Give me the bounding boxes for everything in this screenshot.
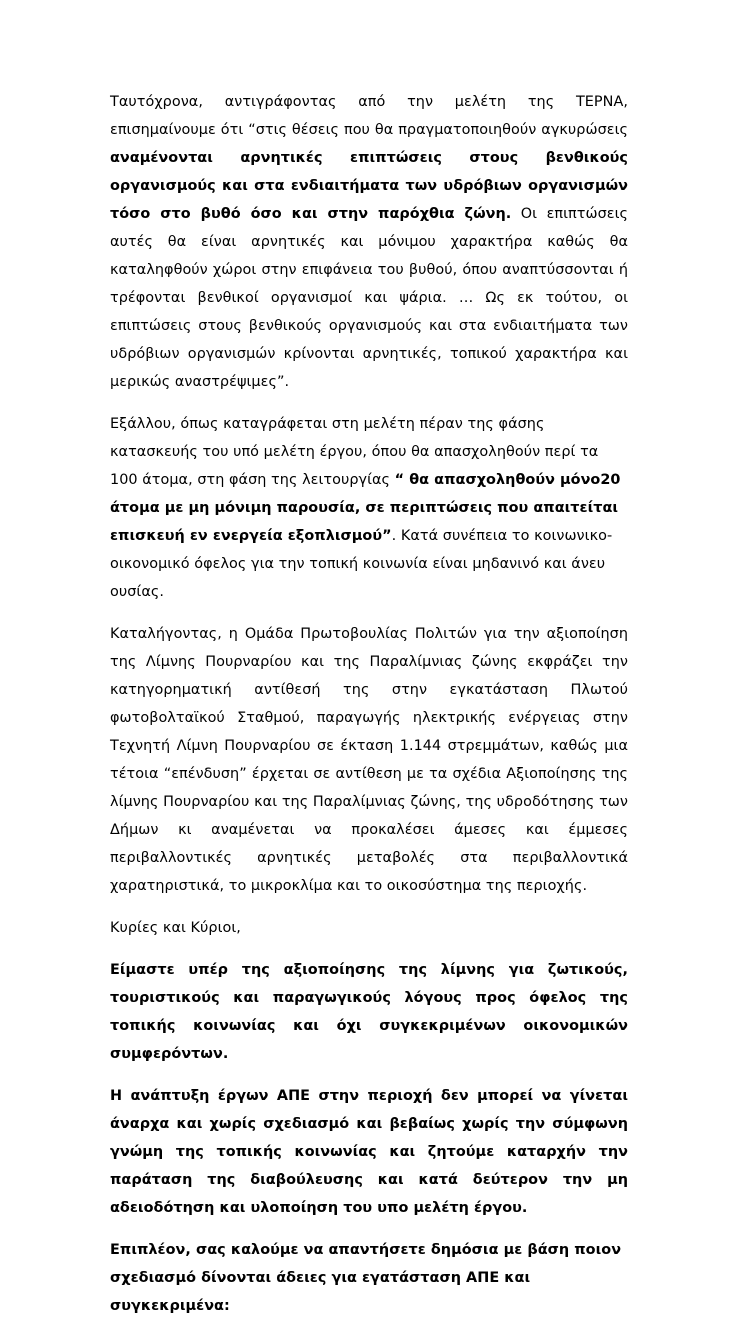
document-body — [110, 88, 628, 1334]
text-run: Οι επιπτώσεις αυτές θα είναι αρνητικές και μόνιμου χαρακτήρα καθώς θα καταληφθούν χώροι στην επιφάνεια του βυθού, όπου αναπτύσσονται ή τρέφονται βενθικοί οργανισμοί και ψάρια. … Ως εκ τούτου, οι επιπτώσεις στους βενθικούς οργανισμούς και στα ενδιαιτήματα των υδρόβιων οργανισμών κρίνονται αρνητικές, τοπικού χαρακτήρα και μερικώς αναστρέψιμες”. — [110, 206, 629, 390]
emphasis-run: Είμαστε υπέρ της αξιοποίησης της λίμνης για ζωτικούς, τουριστικούς και παραγωγικούς λόγους προς όφελος της τοπικής κοινωνίας και όχι συγκεκριμένων οικονομικών συμφερόντων. — [110, 962, 628, 1062]
paragraph-p2 — [110, 410, 628, 606]
text-run: Κυρίες και Κύριοι, — [110, 920, 241, 936]
text-run: Εξάλλου, όπως καταγράφεται στη μελέτη πέραν της φάσης κατασκευής του υπό μελέτη έργου, όπου θα απασχοληθούν περί τα 100 άτομα, στη φάση της λειτουργίας — [110, 416, 599, 488]
paragraph-p5 — [110, 956, 628, 1068]
paragraph-p7 — [110, 1236, 628, 1320]
text-run: Ταυτόχρονα, αντιγράφοντας από την μελέτη της ΤΕΡΝΑ, επισημαίνουμε ότι “στις θέσεις που θα πραγματοποιηθούν αγκυρώσεις — [110, 94, 628, 138]
emphasis-run: “ θα απασχοληθούν μόνο20 άτομα με μη μόνιμη παρουσία, σε περιπτώσεις που απαιτείται επισκευή εν ενεργεία εξοπλισμού” — [110, 472, 621, 544]
emphasis-run: Η ανάπτυξη έργων ΑΠΕ στην περιοχή δεν μπορεί να γίνεται άναρχα και χωρίς σχεδιασμό και βεβαίως χωρίς την σύμφωνη γνώμη της τοπικής κοινωνίας και ζητούμε καταρχήν την παράταση της διαβούλευσης και κατά δεύτερον την μη αδειοδότηση και υλοποίηση του υπο μελέτη έργου. — [110, 1088, 628, 1216]
text-run: . Κατά συνέπεια το κοινωνικο-οικονομικό όφελος για την τοπική κοινωνία είναι μηδανινό και άνευ ουσίας. — [110, 528, 613, 600]
emphasis-run: Επιπλέον, σας καλούμε να απαντήσετε δημόσια με βάση ποιον σχεδιασμό δίνονται άδειες για εγατάσταση ΑΠΕ και συγκεκριμένα: — [110, 1242, 622, 1314]
paragraph-p6 — [110, 1082, 628, 1222]
paragraph-p1 — [110, 88, 628, 396]
emphasis-run: αναμένονται αρνητικές επιπτώσεις στους βενθικούς οργανισμούς και στα ενδιαιτήματα των υδρόβιων οργανισμών τόσο στο βυθό όσο και στην παρόχθια ζώνη. — [110, 150, 628, 222]
paragraph-p3 — [110, 620, 628, 900]
text-run: Καταλήγοντας, η Ομάδα Πρωτοβουλίας Πολιτών για την αξιοποίηση της Λίμνης Πουρναρίου και της Παραλίμνιας ζώνης εκφράζει την κατηγορηματική αντίθεσή της στην εγκατάσταση Πλωτού φωτοβολταϊκού Σταθμού, παραγωγής ηλεκτρικής ενέργειας στην Τεχνητή Λίμνη Πουρναρίου σε έκταση 1.144 στρεμμάτων, καθώς μια τέτοια “επένδυση” έρχεται σε αντίθεση με τα σχέδια Αξιοποίησης της λίμνης Πουρναρίου και της Παραλίμνιας ζώνης, της υδροδότησης των Δήμων κι αναμένεται να προκαλέσει άμεσες και έμμεσες περιβαλλοντικές αρνητικές μεταβολές στα περιβαλλοντικά χαρατηριστικά, το μικροκλίμα και το οικοσύστημα της περιοχής. — [110, 626, 628, 894]
paragraph-p4 — [110, 914, 628, 942]
